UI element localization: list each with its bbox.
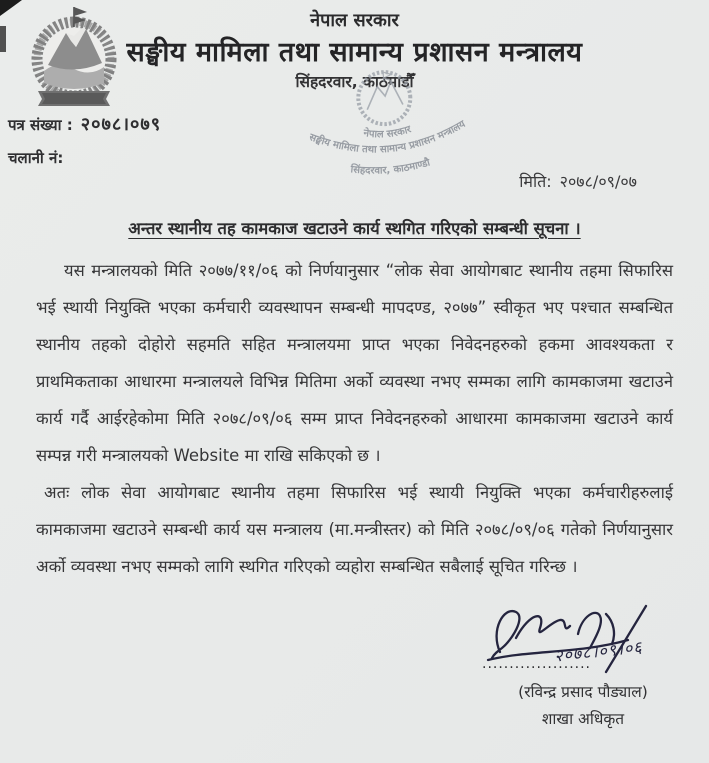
stamp-line1: नेपाल सरकार: [362, 124, 413, 141]
svg-text:नेपाल सरकार: [361, 122, 414, 143]
ministry-address: सिंहदरवार, काठमाडौँ: [295, 73, 414, 91]
svg-text:सिंहदरवार, काठमाण्डौ: [348, 155, 432, 179]
letter-number: [8, 112, 161, 136]
office-stamp: [290, 60, 484, 198]
signature-dotted-line: ....................: [482, 656, 592, 672]
signatory-name: (रविन्द्र प्रसाद पौड्याल): [518, 683, 648, 701]
dispatch-number-label: चलानी नं:: [8, 149, 64, 167]
stamp-line3: सिंहदरवार, काठमाण्डौ: [350, 157, 432, 177]
ministry-name: सङ्घीय मामिला तथा सामान्य प्रशासन मन्त्रालय: [126, 37, 583, 68]
handwritten-date: २०७८।०९।०६: [553, 637, 644, 666]
subject-line: अन्तर स्थानीय तह कामकाज खटाउने कार्य स्थगित गरिएको सम्बन्धी सूचना ।: [128, 219, 581, 238]
body-paragraph-1: यस मन्त्रालयको मिति २०७७/११/०६ को निर्णयानुसार “लोक सेवा आयोगबाट स्थानीय तहमा सिफारिस भई स्थायी नियुक्ति भएका कर्मचारी व्यवस्थापन सम्बन्धी मापदण्ड, २०७७” स्वीकृत भए पश्चात सम्बन्धित स्थानीय तहको दोहोरो सहमति सहित मन्त्रालयमा प्राप्त भएका निवेदनहरुको हकमा आवश्यकता र प्राथमिकताका आधारमा मन्त्रालयले विभिन्न मितिमा अर्को व्यवस्था नभए सम्मका लागि कामकाजमा खटाउने कार्य गर्दै आईरहेकोमा मिति २०७८/०९/०६ सम्म प्राप्त निवेदनहरुको आधारमा कामकाजमा खटाउने कार्य सम्पन्न गरी मन्त्रालयको Website मा राखि सकिएको छ ।: [36, 261, 673, 465]
government-name: नेपाल सरकार: [310, 10, 399, 31]
body-paragraph-2: अतः लोक सेवा आयोगबाट स्थानीय तहमा सिफारिस भई स्थायी नियुक्ति भएका कर्मचारीहरुलाई कामकाजमा खटाउने सम्बन्धी कार्य यस मन्त्रालय (मा.मन्त्रीस्तर) को मिति २०७८/०९/०६ गतेको निर्णयानुसार अर्को व्यवस्था नभए सम्मको लागि स्थगित गरिएको व्यहोरा सम्बन्धित सबैलाई सूचित गरिन्छ ।: [36, 483, 673, 576]
letter-number-value: २०७८।०७९: [80, 114, 162, 135]
signatory-designation: शाखा अधिकृत: [541, 710, 625, 728]
date-value: २०७८/०९/०७: [559, 172, 637, 191]
stamp-line2: सङ्घीय मामिला तथा सामान्य प्रशासन मन्त्रालय: [307, 118, 468, 156]
letter-body: [36, 252, 673, 585]
date-label: मिति:: [519, 172, 552, 191]
letter-date: [519, 170, 637, 192]
letter-number-label: पत्र संख्या :: [8, 116, 73, 134]
